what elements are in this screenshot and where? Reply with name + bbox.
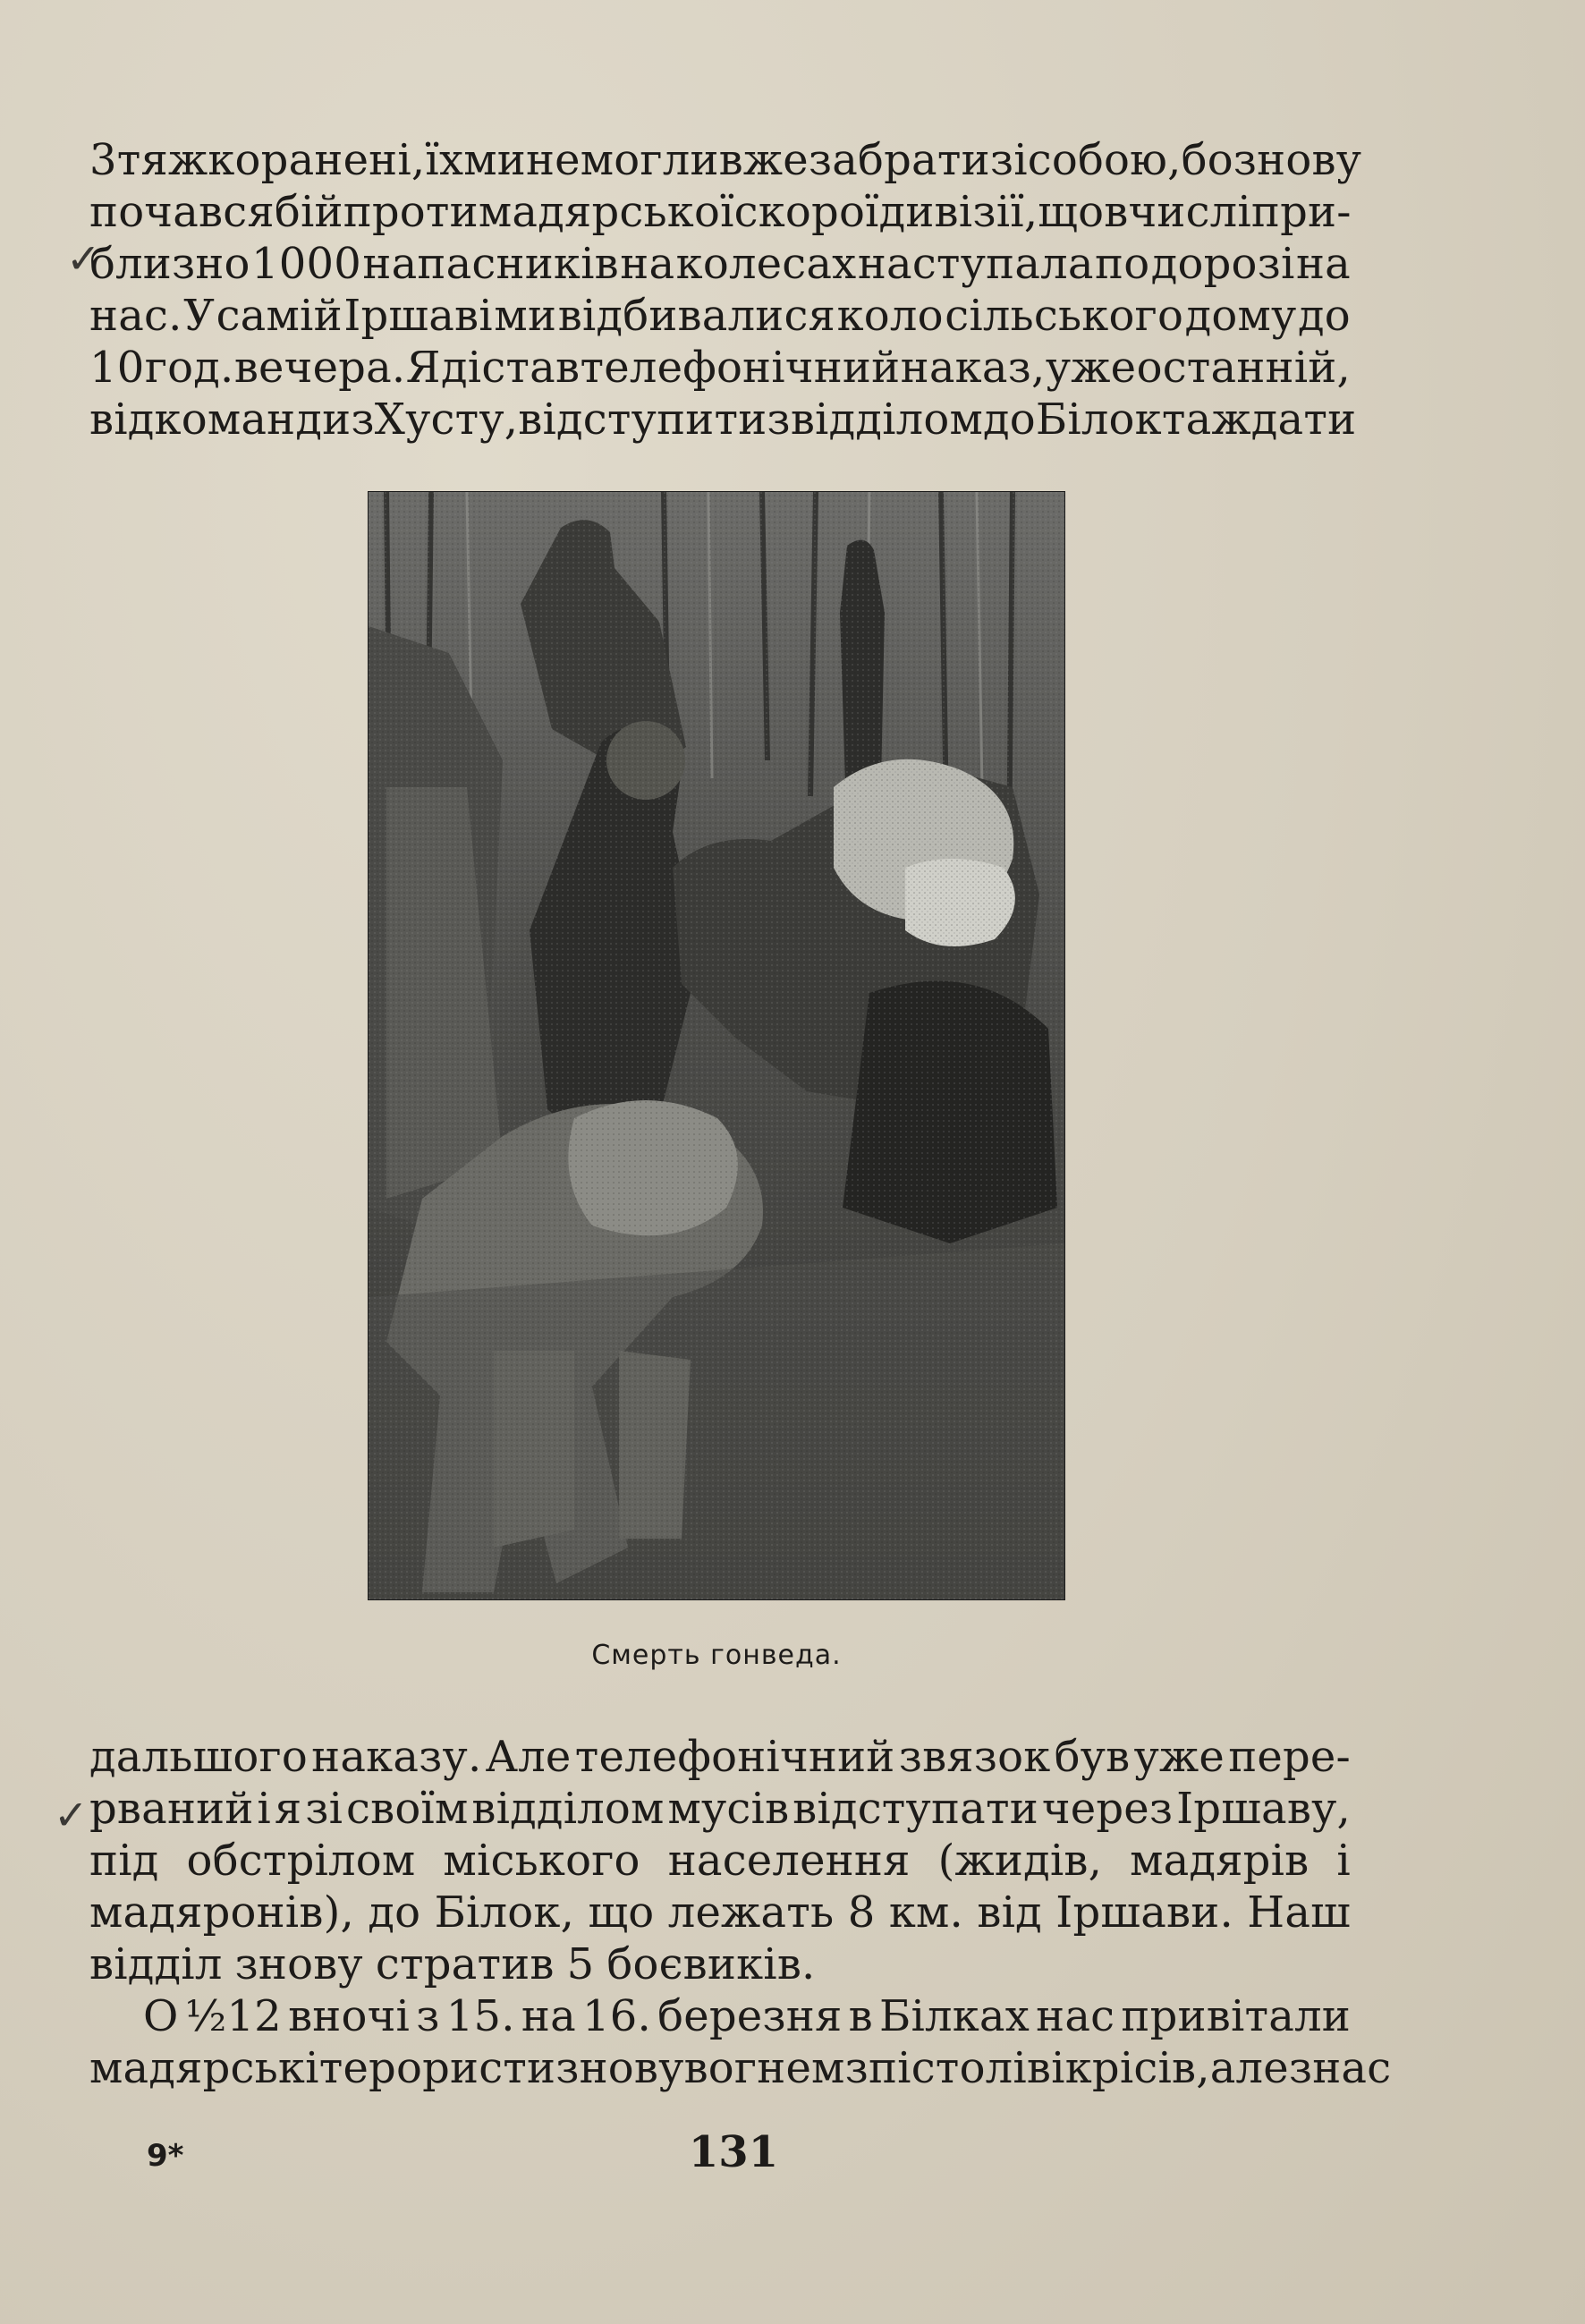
word: ждати [1211,394,1357,445]
top-paragraph [89,134,1362,445]
text-line [89,2042,1392,2094]
word: наступала [857,239,1094,289]
word: вже [718,135,809,185]
word: населення [667,1836,911,1886]
word: що [1038,187,1105,237]
text-line [89,1938,1351,1990]
word: числі [1128,187,1251,237]
word: зі [989,135,1028,185]
word: (жидів, [937,1836,1103,1886]
word: знову [234,1939,363,1989]
word: команди [154,394,352,445]
word: по [1095,239,1150,289]
word: їх [425,135,464,185]
word: уже [1133,1732,1225,1782]
word: крісів, [1064,2043,1210,2093]
word: собою, [1027,135,1182,185]
word: вночі [288,1991,411,2041]
word: вогнем [683,2043,845,2093]
text-line [89,290,1351,342]
word: О [143,1991,179,2041]
word: обстрілом [186,1836,416,1886]
word: з [1288,2043,1313,2093]
word: самій [216,291,343,341]
word: під [89,1836,159,1886]
word: лежать [667,1887,835,1938]
text-line [89,1887,1351,1938]
text-line [89,342,1351,394]
word: 5 [566,1939,595,1989]
photo-caption: Смерть гонведа. [591,1640,842,1671]
text-line [89,238,1351,290]
word: відступити [518,394,767,445]
word: що [588,1887,655,1938]
bottom-paragraph [89,1731,1392,2094]
word: км. [888,1887,964,1938]
signature-mark: 9* [147,2138,184,2174]
text-line [89,394,1357,445]
word: але [1209,2043,1289,2093]
word: нас [1312,2043,1392,2093]
word: Білок [1035,394,1162,445]
word: коло [836,291,944,341]
word: до [1298,291,1351,341]
word: на [620,239,675,289]
word: дому [1184,291,1297,341]
page-number: 131 [688,2127,779,2177]
word: від [89,394,155,445]
word: 16. [582,1991,651,2041]
word: відділ [89,1939,223,1989]
word: привітали [1121,1991,1351,2041]
word: до [368,1887,421,1938]
word: колесах [675,239,857,289]
word: при- [1250,187,1352,237]
word: напасників [362,239,619,289]
word: мадярів [1130,1836,1310,1886]
word: відступати [792,1784,1038,1834]
word: скорої [733,187,879,237]
word: відбивалися [557,291,836,341]
word: сільського [945,291,1184,341]
word: зі [305,1784,343,1834]
word: Білках [878,1991,1030,2041]
word: вечера. [233,343,406,393]
word: терористи [318,2043,556,2093]
word: Я [405,343,441,393]
word: бо [1181,135,1233,185]
word: Хусту, [374,394,519,445]
word: наказу. [311,1732,482,1782]
word: проти [343,187,479,237]
word: Іршаву, [1176,1784,1351,1834]
word: відділом [471,1784,665,1834]
word: 3 [89,135,117,185]
word: могли [580,135,719,185]
photo-soldiers-icon [369,492,1064,1599]
word: пістолів [868,2043,1052,2093]
word: У [183,291,216,341]
word: своїм [346,1784,469,1834]
word: тяжко [116,135,261,185]
word: та [1161,394,1212,445]
text-line [89,134,1362,186]
word: звязок [898,1732,1051,1782]
word: знову [1233,135,1362,185]
word: мадярські [89,2043,319,2093]
word: і [1336,1836,1351,1886]
word: 1000 [251,239,362,289]
word: від [977,1887,1042,1938]
word: ми [494,291,557,341]
word: пере- [1228,1732,1351,1782]
word: Білок, [434,1887,575,1938]
word: телефонічний [580,343,901,393]
word: нас [1036,1991,1115,2041]
word: рваний [89,1784,254,1834]
word: і [1051,2043,1065,2093]
word: через [1041,1784,1174,1834]
photograph [369,492,1064,1599]
word: 15. [445,1991,515,2041]
word: Але [485,1732,572,1782]
word: ми [463,135,526,185]
word: дивізії, [878,187,1038,237]
word: близно [89,239,250,289]
word: Наш [1247,1887,1351,1938]
word: не [525,135,581,185]
word: дорозі [1150,239,1295,289]
text-line [89,1783,1351,1835]
word: з [351,394,375,445]
word: знову [555,2043,684,2093]
word: і [257,1784,271,1834]
word: год. [144,343,234,393]
word: дістав [441,343,581,393]
word: Іршаві [343,291,493,341]
word: останній, [1136,343,1351,393]
word: Іршави. [1055,1887,1233,1938]
word: відділом [790,394,983,445]
word: забрати [808,135,990,185]
word: наказ, [900,343,1046,393]
word: з [844,2043,869,2093]
word: нас. [89,291,182,341]
text-line [89,1731,1351,1783]
word: на [1295,239,1351,289]
text-line [89,186,1351,238]
word: я [274,1784,302,1834]
word: ранені, [260,135,426,185]
word: телефонічний [574,1732,895,1782]
word: 10 [89,343,145,393]
word: мусів [667,1784,790,1834]
word: уже [1045,343,1137,393]
word: міського [443,1836,640,1886]
word: мадяронів), [89,1887,354,1938]
word: ½12 [184,1991,282,2041]
word: на [521,1991,576,2041]
word: березня [657,1991,843,2041]
word: мадярської [478,187,734,237]
word: бій [274,187,343,237]
word: в [848,1991,873,2041]
word: стратив [375,1939,555,1989]
word: 8 [847,1887,876,1938]
text-line [89,1990,1351,2042]
word: до [982,394,1036,445]
word: боєвиків. [606,1939,816,1989]
text-line [89,1835,1351,1887]
word: з [767,394,791,445]
margin-checkmark: ✓ [66,234,101,283]
word: дальшого [89,1732,308,1782]
word: був [1054,1732,1131,1782]
word: почався [89,187,275,237]
margin-checkmark: ✓ [54,1791,89,1839]
word: в [1104,187,1129,237]
word: з [416,1991,440,2041]
